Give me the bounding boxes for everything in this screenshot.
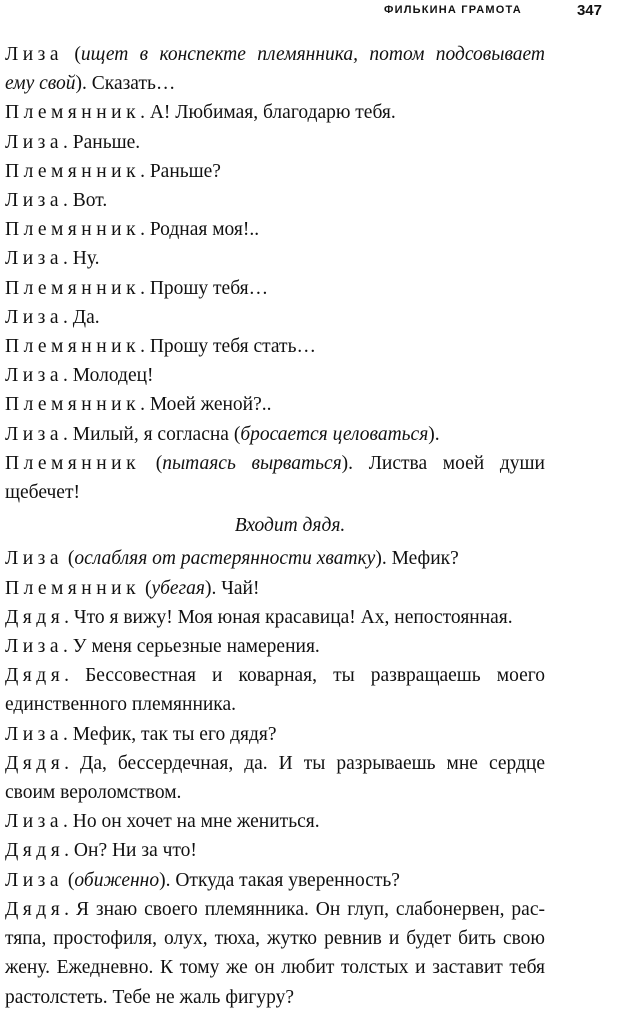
speaker-name: Лиза xyxy=(5,190,64,212)
speaker-name: Лиза xyxy=(5,723,64,745)
line-text: . Что я вижу! Моя юная красавица! Ах, непостоянная. xyxy=(64,606,513,628)
text-line xyxy=(5,720,545,749)
line-text: растолстеть. Тебе не жаль фигуру? xyxy=(5,986,295,1008)
running-title: ФИЛЬКИНА ГРАМОТА xyxy=(384,4,522,16)
speaker-name: Лиза xyxy=(5,306,64,328)
line-text: ). Сказать… xyxy=(75,73,176,95)
text-line xyxy=(5,690,545,719)
line-text: . Прошу тебя стать… xyxy=(140,336,316,358)
text-line xyxy=(5,69,545,98)
text-line xyxy=(5,661,545,690)
remark-text: обиженно xyxy=(74,869,160,891)
text-line xyxy=(5,215,545,244)
speaker-name: Лиза xyxy=(5,365,64,387)
speaker-name: Дядя xyxy=(5,840,65,862)
line-text: . Мефик, так ты его дядя? xyxy=(63,723,277,745)
speaker-name: Лиза xyxy=(5,636,64,658)
line-text: . Милый, я согласна ( xyxy=(63,423,241,445)
text-line xyxy=(5,807,545,836)
speaker-name: Лиза xyxy=(5,869,64,891)
line-text: своим вероломством. xyxy=(5,782,182,804)
line-text: . Молодец! xyxy=(63,365,154,387)
play-text xyxy=(5,40,545,1012)
line-text: ). xyxy=(428,423,440,445)
speaker-name: Племянник xyxy=(5,577,141,599)
speaker-name: Лиза xyxy=(5,548,64,570)
line-text: . Ну. xyxy=(63,248,100,270)
speaker-name: Лиза xyxy=(5,423,64,445)
text-line xyxy=(5,478,545,507)
text-line xyxy=(5,603,545,632)
line-text: . Бессовестная и коварная, ты развращаешь моего xyxy=(64,665,545,687)
speaker-name: Племянник xyxy=(5,102,141,124)
remark-text: ищет в конспекте племянника, потом подсовывает xyxy=(80,44,546,65)
text-line xyxy=(5,361,545,390)
speaker-name: Племянник xyxy=(5,160,141,182)
speaker-name: Лиза xyxy=(5,248,64,270)
remark-text: Входит дядя. xyxy=(234,515,346,537)
text-line xyxy=(5,128,545,157)
speaker-name: Племянник xyxy=(5,219,141,241)
remark-text: бросается целоваться xyxy=(240,423,429,445)
speaker-name: Дядя xyxy=(5,898,65,920)
line-text: . Моей женой?.. xyxy=(140,394,272,416)
line-text: . А! Любимая, благодарю тебя. xyxy=(140,102,396,124)
line-text: жену. Ежедневно. К тому же он любит толстых и заставит тебя xyxy=(5,957,545,979)
line-text: ( xyxy=(63,869,75,891)
line-text: . Да. xyxy=(63,306,100,328)
text-line xyxy=(5,866,545,895)
line-text: . Раньше? xyxy=(140,160,221,182)
line-text: ( xyxy=(63,548,75,570)
speaker-name: Лиза xyxy=(5,44,64,65)
line-text: . Я знаю своего племянника. Он глуп, слабонервен, рас- xyxy=(64,898,545,920)
text-line xyxy=(5,632,545,661)
text-line xyxy=(5,836,545,865)
text-line xyxy=(5,186,545,215)
text-line xyxy=(5,420,545,449)
running-header xyxy=(0,2,620,24)
text-line xyxy=(5,303,545,332)
remark-text: ему свой xyxy=(5,73,76,95)
text-line xyxy=(5,895,545,924)
line-text: . Родная моя!.. xyxy=(140,219,260,241)
text-line xyxy=(5,983,545,1012)
text-line xyxy=(5,449,545,478)
text-line xyxy=(5,157,545,186)
remark-text: убегая xyxy=(151,577,205,599)
text-line xyxy=(5,332,545,361)
remark-text: пытаясь вырваться xyxy=(162,452,342,474)
line-text: . Вот. xyxy=(63,190,108,212)
speaker-name: Дядя xyxy=(5,606,65,628)
speaker-name: Племянник xyxy=(5,452,141,474)
text-line xyxy=(5,749,545,778)
line-text: ). Мефик? xyxy=(375,548,459,570)
stage-direction xyxy=(5,511,545,540)
speaker-name: Дядя xyxy=(5,665,65,687)
page-number: 347 xyxy=(576,2,602,19)
text-line xyxy=(5,244,545,273)
line-text: ( xyxy=(140,577,152,599)
line-text: ). Откуда такая уверенность? xyxy=(159,869,400,891)
line-text: . Да, бессердечная, да. И ты разрываешь мне сердце xyxy=(64,752,545,774)
line-text: . Но он хочет на мне жениться. xyxy=(63,811,320,833)
speaker-name: Дядя xyxy=(5,752,65,774)
text-line xyxy=(5,390,545,419)
text-line xyxy=(5,544,545,573)
remark-text: ослабляя от растерянности хватку xyxy=(74,548,376,570)
line-text: щебечет! xyxy=(5,482,80,504)
line-text: ( xyxy=(140,452,163,474)
text-line xyxy=(5,574,545,603)
line-text: тяпа, простофиля, олух, тюха, жутко ревнив и будет бить свою xyxy=(5,928,545,950)
line-text: ). Листва моей души xyxy=(341,452,545,474)
text-line xyxy=(5,924,545,953)
text-line xyxy=(5,953,545,982)
speaker-name: Лиза xyxy=(5,811,64,833)
line-text: ( xyxy=(63,44,81,65)
text-line xyxy=(5,778,545,807)
line-text: . Он? Ни за что! xyxy=(64,840,197,862)
line-text: ). Чай! xyxy=(204,577,260,599)
speaker-name: Племянник xyxy=(5,277,141,299)
speaker-name: Лиза xyxy=(5,131,64,153)
text-line xyxy=(5,274,545,303)
line-text: . У меня серьезные намерения. xyxy=(63,636,320,658)
text-line xyxy=(5,98,545,127)
line-text: . Раньше. xyxy=(63,131,141,153)
speaker-name: Племянник xyxy=(5,394,141,416)
text-line xyxy=(5,40,545,69)
line-text: единственного племянника. xyxy=(5,694,237,716)
line-text: . Прошу тебя… xyxy=(140,277,269,299)
speaker-name: Племянник xyxy=(5,336,141,358)
